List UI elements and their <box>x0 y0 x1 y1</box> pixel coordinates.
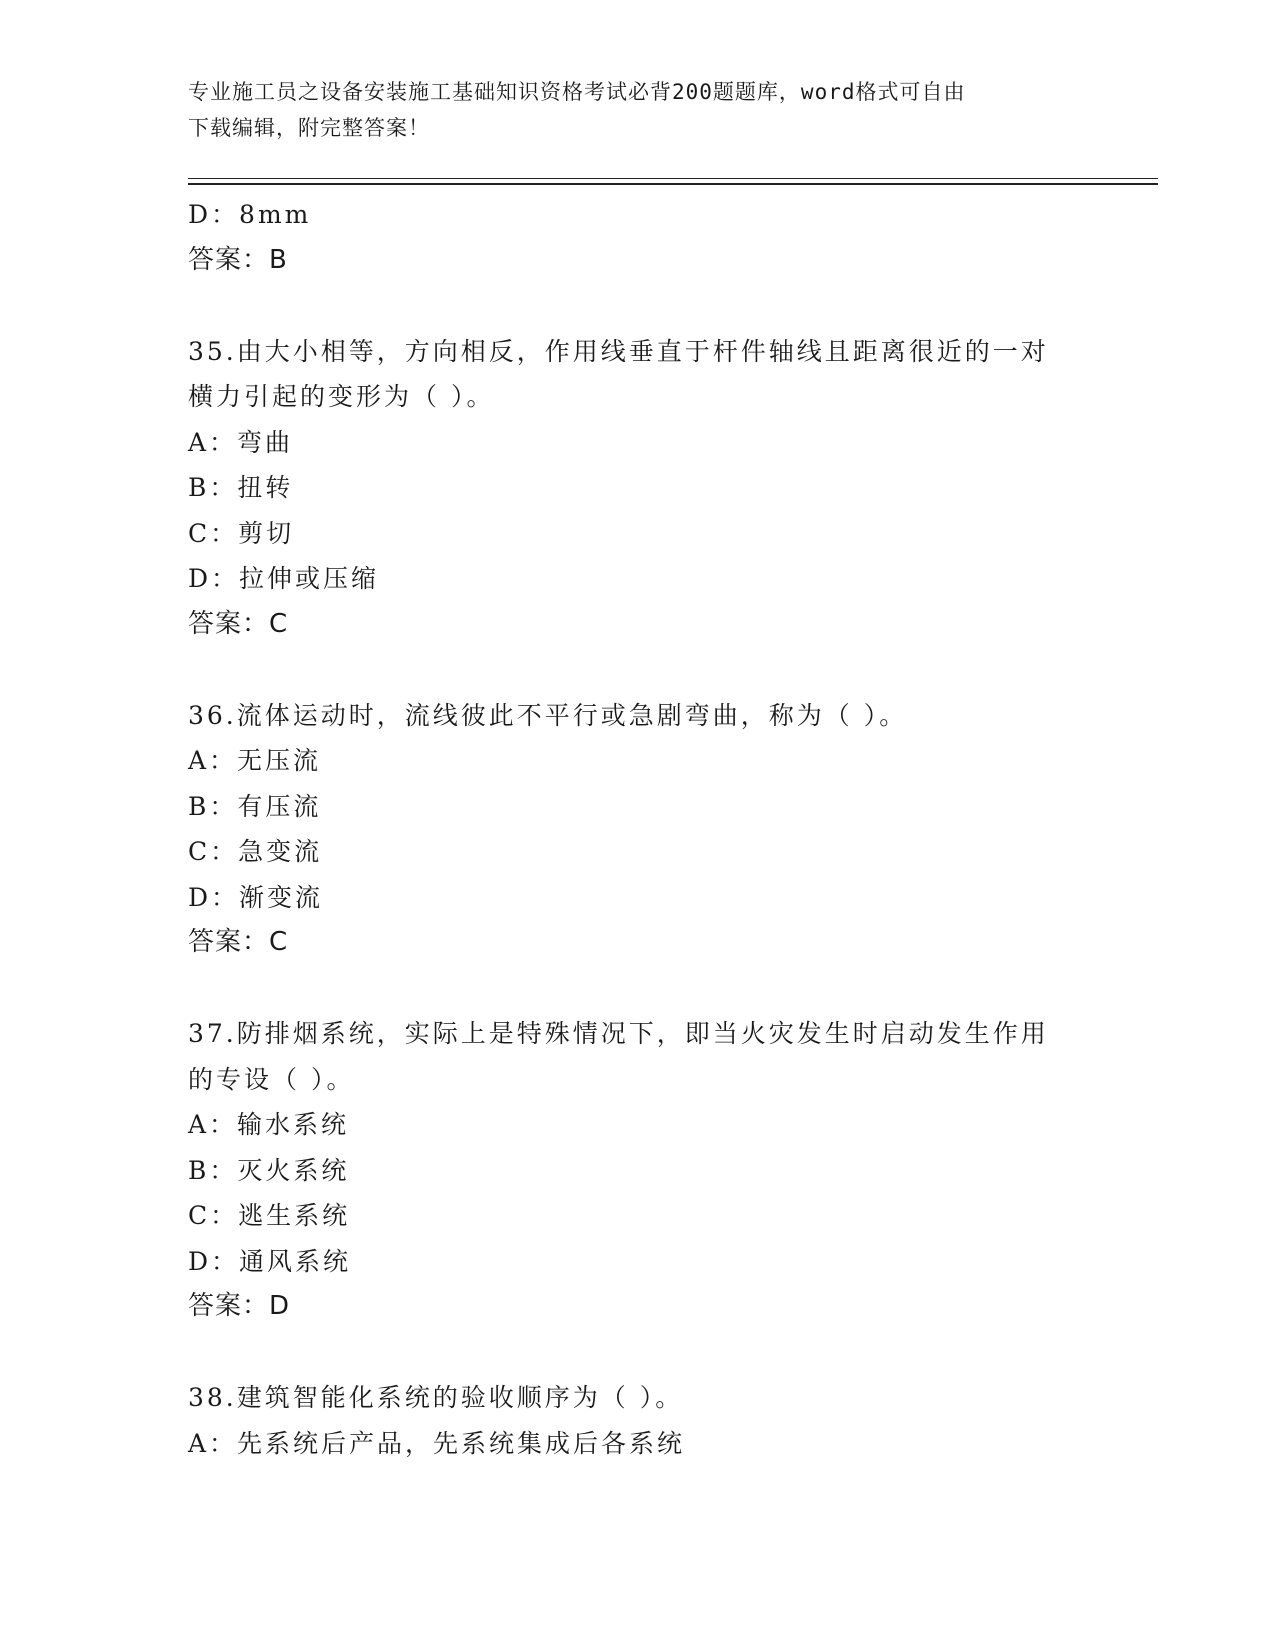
question-stem-line: 的专设（ ）。 <box>188 1064 355 1094</box>
question-stem-line: 横力引起的变形为（ ）。 <box>188 382 495 411</box>
option-a: A：输水系统 <box>188 1110 350 1139</box>
question-list <box>188 192 1088 1466</box>
question-38 <box>188 1375 1088 1466</box>
option-d: D：8mm <box>188 200 312 229</box>
question-stem-line: 37.防排烟系统，实际上是特殊情况下，即当火灾发生时启动发生作用 <box>188 1019 1049 1048</box>
spacer <box>188 283 1088 329</box>
option-c: C：逃生系统 <box>188 1201 351 1230</box>
option-b: B：灭火系统 <box>188 1155 350 1185</box>
header-line-2: 下载编辑，附完整答案！ <box>188 116 430 140</box>
document-header <box>188 74 1088 146</box>
question-stem-line: 38.建筑智能化系统的验收顺序为（ ）。 <box>188 1383 684 1412</box>
question-stem-line: 35.由大小相等，方向相反，作用线垂直于杆件轴线且距离很近的一对 <box>188 336 1049 366</box>
option-a: A：先系统后产品，先系统集成后各系统 <box>188 1428 686 1458</box>
answer-line: 答案：C <box>188 927 289 957</box>
option-c: C：剪切 <box>188 518 295 548</box>
option-c: C：急变流 <box>188 837 323 866</box>
spacer <box>188 1330 1088 1376</box>
option-a: A：弯曲 <box>188 427 294 457</box>
question-stem-line: 36.流体运动时，流线彼此不平行或急剧弯曲，称为（ ）。 <box>188 700 908 730</box>
option-b: B：扭转 <box>188 473 294 502</box>
spacer <box>188 647 1088 693</box>
header-divider-thin <box>188 178 1158 179</box>
question-36 <box>188 693 1088 966</box>
spacer <box>188 966 1088 1012</box>
question-35 <box>188 329 1088 648</box>
option-d: D：拉伸或压缩 <box>188 564 380 593</box>
header-line-1: 专业施工员之设备安装施工基础知识资格考试必背200题题库，word格式可自由 <box>188 80 966 104</box>
answer-line: 答案：B <box>188 244 288 275</box>
option-d: D：通风系统 <box>188 1246 352 1276</box>
question-37 <box>188 1011 1088 1330</box>
option-a: A：无压流 <box>188 746 322 775</box>
option-b: B：有压流 <box>188 791 322 821</box>
answer-line: 答案：D <box>188 1291 291 1321</box>
option-d: D：渐变流 <box>188 882 324 912</box>
header-divider-thick <box>188 183 1158 185</box>
answer-line: 答案：C <box>188 608 289 639</box>
